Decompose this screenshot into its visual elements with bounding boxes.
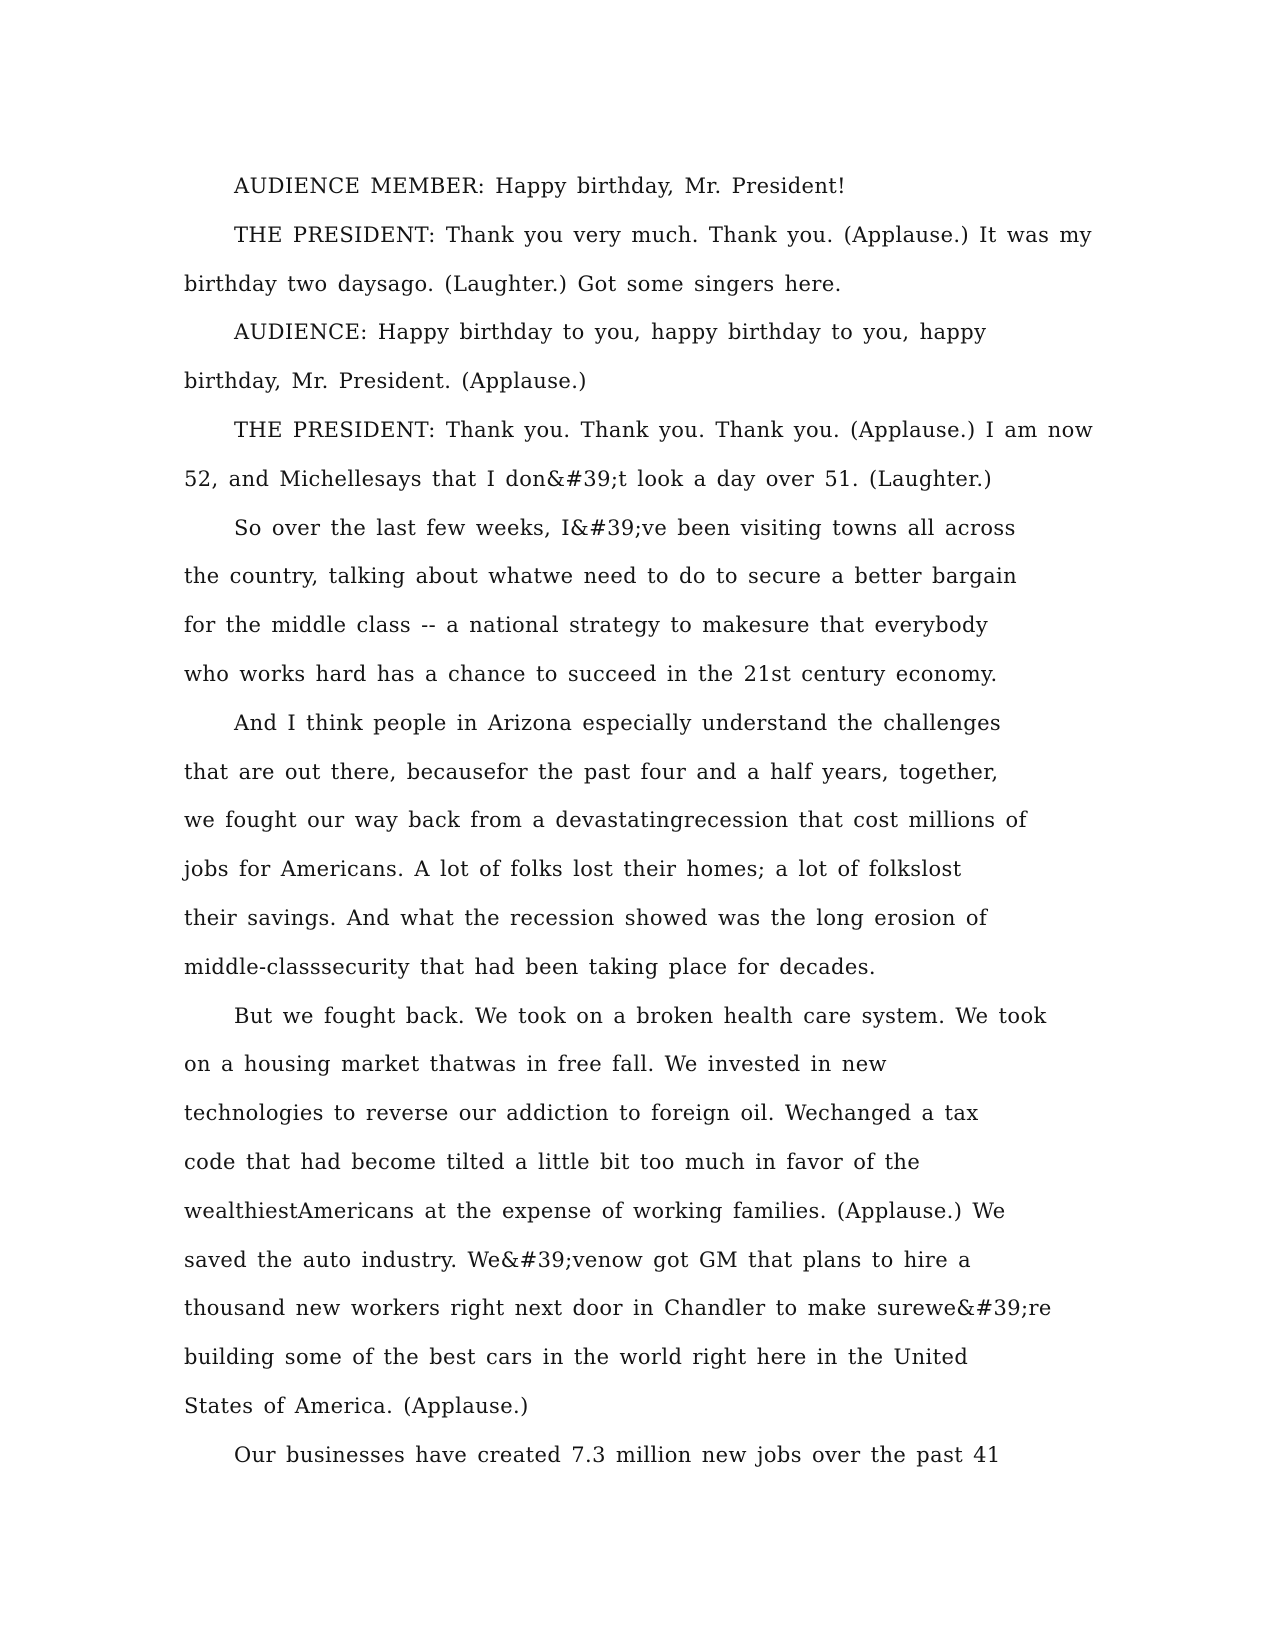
transcript-line: States of America. (Applause.) — [184, 1393, 529, 1418]
transcript-line: the country, talking about whatwe need to do to secure a better bargain — [184, 564, 1018, 589]
transcript-line: building some of the best cars in the world right here in the United — [184, 1345, 969, 1370]
transcript-line: jobs for Americans. A lot of folks lost their homes; a lot of folkslost — [184, 857, 962, 882]
transcript-line: middle-classsecurity that had been taking place for decades. — [184, 954, 876, 979]
transcript-line: THE PRESIDENT: Thank you very much. Thank you. (Applause.) It was my — [234, 222, 1092, 247]
transcript-line: birthday, Mr. President. (Applause.) — [184, 369, 587, 394]
transcript-line: AUDIENCE MEMBER: Happy birthday, Mr. President! — [234, 174, 846, 198]
transcript-line: THE PRESIDENT: Thank you. Thank you. Thank you. (Applause.) I am now — [234, 417, 1094, 442]
transcript-line: who works hard has a chance to succeed in the 21st century economy. — [184, 661, 998, 686]
transcript-line: 52, and Michellesays that I don&#39;t look a day over 51. (Laughter.) — [184, 466, 993, 491]
transcript-line: on a housing market thatwas in free fall. We invested in new — [184, 1052, 887, 1077]
transcript-line: technologies to reverse our addiction to foreign oil. Wechanged a tax — [184, 1101, 979, 1126]
transcript-line: AUDIENCE: Happy birthday to you, happy birthday to you, happy — [234, 320, 987, 345]
transcript-line: And I think people in Arizona especially understand the challenges — [234, 710, 1002, 735]
transcript-line: that are out there, becausefor the past four and a half years, together, — [184, 759, 999, 784]
transcript-line: for the middle class -- a national strategy to makesure that everybody — [184, 613, 989, 638]
transcript-body — [184, 162, 1094, 1480]
transcript-line: their savings. And what the recession showed was the long erosion of — [184, 905, 988, 930]
transcript-line: thousand new workers right next door in Chandler to make surewe&#39;re — [184, 1296, 1052, 1321]
transcript-line: code that had become tilted a little bit too much in favor of the — [184, 1149, 921, 1174]
transcript-line: So over the last few weeks, I&#39;ve been visiting towns all across — [234, 515, 1016, 540]
transcript-line: birthday two daysago. (Laughter.) Got some singers here. — [184, 271, 842, 296]
transcript-line: saved the auto industry. We&#39;venow got GM that plans to hire a — [184, 1247, 972, 1272]
transcript-line: wealthiestAmericans at the expense of working families. (Applause.) We — [184, 1198, 1006, 1223]
transcript-line: Our businesses have created 7.3 million new jobs over the past 41 — [234, 1442, 1001, 1467]
transcript-line: we fought our way back from a devastatingrecession that cost millions of — [184, 808, 1027, 833]
transcript-line: But we fought back. We took on a broken health care system. We took — [234, 1003, 1047, 1028]
